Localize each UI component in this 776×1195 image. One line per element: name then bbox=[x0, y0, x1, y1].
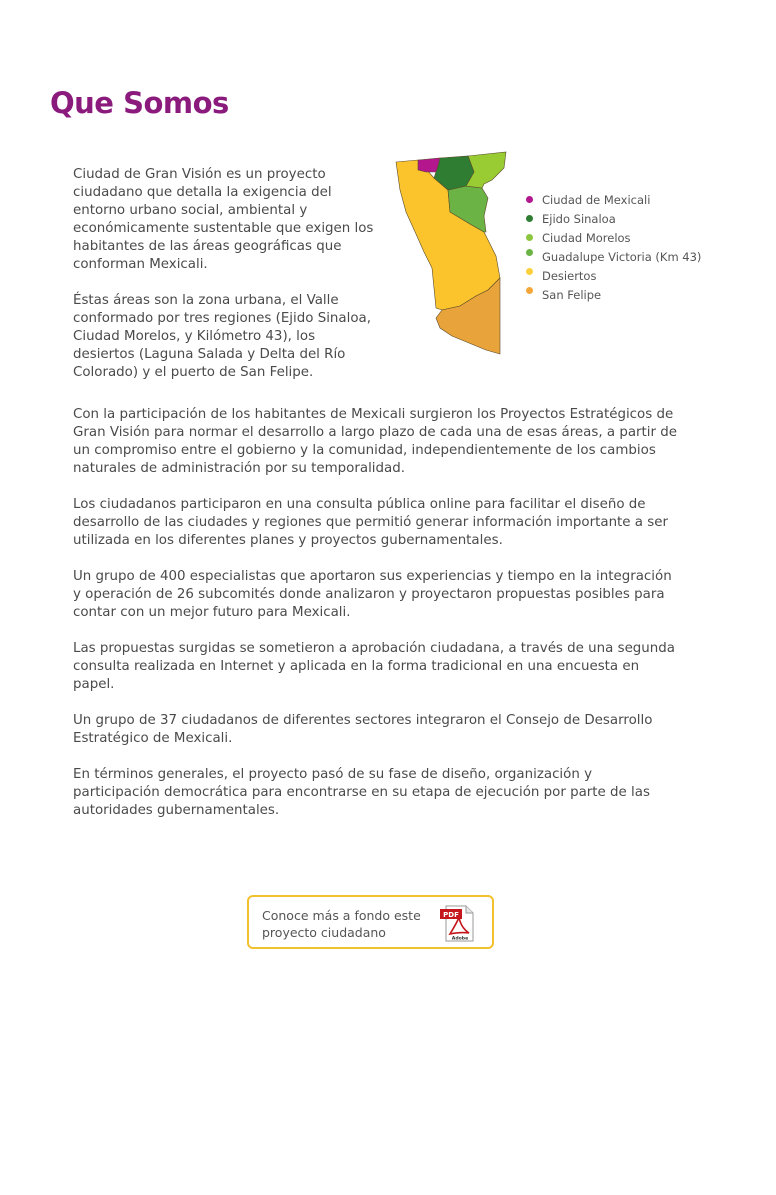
legend-dot-icon bbox=[526, 268, 533, 275]
body-paragraph: En términos generales, el proyecto pasó de su fase de diseño, organización y participación democrática para encontrarse en su etapa de ejecución por parte de las autoridades gubernamentales. bbox=[73, 767, 650, 818]
intro-text bbox=[73, 166, 378, 400]
legend-item bbox=[526, 247, 701, 266]
legend-dot-icon bbox=[526, 249, 533, 256]
legend-item bbox=[526, 209, 701, 228]
page-title: Que Somos bbox=[50, 86, 229, 120]
download-pdf-label-line2: proyecto ciudadano bbox=[262, 925, 386, 940]
legend-label: Ejido Sinaloa bbox=[542, 211, 616, 226]
mexicali-map bbox=[392, 150, 518, 358]
intro-paragraph: Éstas áreas son la zona urbana, el Valle conformado por tres regiones (Ejido Sinaloa, Ciudad Morelos, y Kilómetro 43), los desiertos (Laguna Salada y Delta del Río Colorado) y el puerto de San Felipe. bbox=[73, 293, 371, 380]
body-paragraph: Las propuestas surgidas se sometieron a aprobación ciudadana, a través de una segunda consulta realizada en Internet y aplicada en la forma tradicional en una encuesta en papel. bbox=[73, 641, 675, 692]
legend-dot-icon bbox=[526, 196, 533, 203]
download-pdf-label bbox=[262, 907, 432, 941]
legend-label: San Felipe bbox=[542, 287, 602, 302]
map-legend bbox=[526, 190, 701, 304]
legend-dot-icon bbox=[526, 234, 533, 241]
legend-label: Guadalupe Victoria (Km 43) bbox=[542, 249, 702, 264]
intro-paragraph: Ciudad de Gran Visión es un proyecto ciudadano que detalla la exigencia del entorno urbano social, ambiental y económicamente sustentable que exigen los habitantes de las áreas geográficas que conforman Mexicali. bbox=[73, 167, 374, 272]
pdf-icon bbox=[438, 903, 478, 943]
pdf-icon-badge: PDF bbox=[443, 911, 459, 919]
legend-item bbox=[526, 266, 701, 285]
pdf-icon-brand: Adobe bbox=[451, 936, 469, 942]
legend-label: Ciudad Morelos bbox=[542, 230, 631, 245]
legend-item bbox=[526, 190, 701, 209]
legend-label: Ciudad de Mexicali bbox=[542, 192, 651, 207]
map-region-ciudad-de-mexicali bbox=[418, 158, 440, 172]
legend-item bbox=[526, 285, 701, 304]
download-pdf-button[interactable] bbox=[247, 895, 494, 949]
download-pdf-label-line1: Conoce más a fondo este bbox=[262, 908, 421, 923]
body-paragraph: Un grupo de 37 ciudadanos de diferentes sectores integraron el Consejo de Desarrollo Estratégico de Mexicali. bbox=[73, 713, 653, 746]
legend-dot-icon bbox=[526, 287, 533, 294]
body-paragraph: Los ciudadanos participaron en una consulta pública online para facilitar el diseño de desarrollo de las ciudades y regiones que permitió generar información importante a ser utilizada en los diferentes planes y proyectos gubernamentales. bbox=[73, 497, 668, 548]
body-paragraph: Un grupo de 400 especialistas que aportaron sus experiencias y tiempo en la integración y operación de 26 subcomités donde analizaron y proyectaron propuestas posibles para contar con un mejor futuro para Mexicali. bbox=[73, 569, 672, 620]
legend-item bbox=[526, 228, 701, 247]
legend-dot-icon bbox=[526, 215, 533, 222]
legend-label: Desiertos bbox=[542, 268, 597, 283]
body-paragraph: Con la participación de los habitantes de Mexicali surgieron los Proyectos Estratégicos de Gran Visión para normar el desarrollo a largo plazo de cada una de esas áreas, a partir de un compromiso entre el gobierno y la comunidad, independientemente de los cambios naturales de administración por su temporalidad. bbox=[73, 407, 677, 476]
body-text bbox=[73, 406, 678, 838]
